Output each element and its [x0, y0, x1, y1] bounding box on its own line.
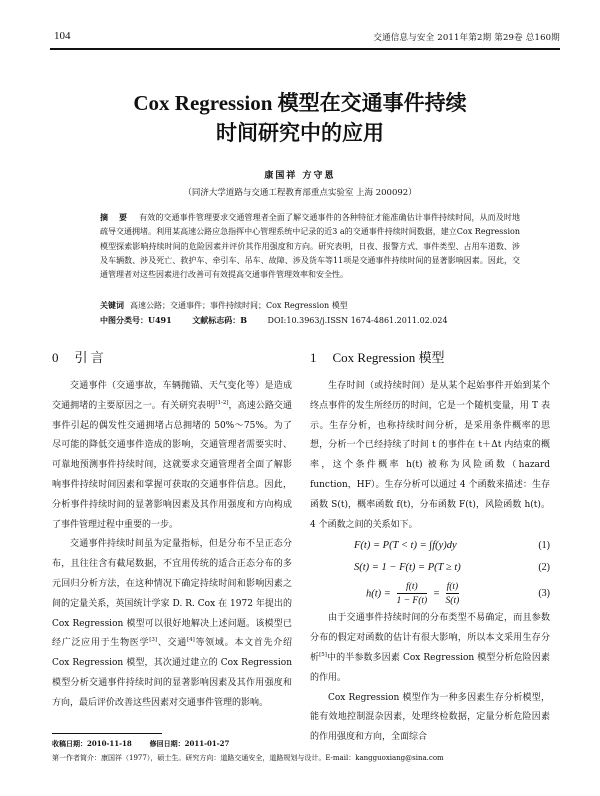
- title-line-1: Cox Regression 模型在交通事件持续: [133, 91, 467, 115]
- equation-number: (3): [538, 588, 550, 600]
- denominator: S(t): [446, 593, 460, 607]
- section-title: 引 言: [74, 350, 104, 365]
- equation-number: (1): [538, 540, 550, 552]
- text: 由于交通事件持续时间的分布类型不易确定，而且参数分布的假定对函数的估计有很大影响，所以本文采用生存分析: [310, 613, 550, 663]
- equation-lhs: F(t) = P(T < t) = ∫: [354, 540, 433, 552]
- running-head: [50, 28, 560, 48]
- citation: [4]: [186, 637, 195, 644]
- paper-title: [0, 88, 600, 148]
- classification: [100, 315, 540, 326]
- text: 中的半参数多因素 Cox Regression 模型分析危险因素的作用。: [310, 652, 550, 683]
- revised-date: 修回日期：2011-01-27: [149, 739, 230, 748]
- paragraph: [52, 535, 292, 713]
- equation-2: [310, 557, 550, 579]
- numerator: f(t): [406, 582, 418, 593]
- page-number: 104: [54, 30, 71, 42]
- abstract-label: 摘 要: [100, 212, 132, 222]
- authors: 康国祥 方守恩: [264, 171, 336, 181]
- paragraph: Cox Regression 模型作为一种多因素生存分析模型，能有效地控制混杂因素，处理终检数据，定量分析危险因素的作用强度和方向，全面综合: [310, 692, 550, 743]
- paragraph: [310, 609, 550, 688]
- section-number: 0: [52, 350, 59, 365]
- citation: [3]: [149, 637, 158, 644]
- journal-info: 交通信息与安全 2011年第2期 第29卷 总160期: [373, 33, 560, 43]
- received-date: 收稿日期：2010-11-18: [52, 739, 132, 748]
- left-column: [52, 345, 292, 714]
- footnote-rule: [52, 733, 162, 734]
- footnotes: [52, 737, 552, 765]
- equals: =: [432, 588, 443, 600]
- section-heading-cox-model: [310, 345, 550, 371]
- equation-rhs: f(y)dy: [432, 540, 457, 552]
- header-rule: [50, 48, 560, 50]
- keywords-text: 高速公路；交通事件；事件持续时间；Cox Regression 模型: [130, 301, 348, 310]
- citation: [1-2]: [215, 399, 229, 406]
- text: 、交通: [157, 638, 187, 649]
- section-heading-introduction: [52, 345, 292, 371]
- equation-1: [310, 535, 550, 557]
- text: 交通事件（交通事故，车辆抛锚、天气变化等）是造成交通拥堵的主要原因之一。有关研究表明: [52, 381, 292, 411]
- abstract: [100, 210, 520, 282]
- fraction: [446, 581, 460, 607]
- equation-3: [310, 579, 550, 609]
- document-code: 文献标志码：B: [192, 315, 247, 325]
- section-number: 1: [310, 350, 317, 365]
- numerator: f(t): [446, 582, 459, 593]
- text: 等领域。本文首先介绍 Cox Regression 模型，其次通过建立的 Cox Regression 模型分析交通事件持续时间的显著影响因素及其作用强度和方向，最后评价改善这些因素对交通事件管理的影响。: [52, 638, 292, 708]
- doi: DOI:10.3963/j.ISSN 1674-4861.2011.02.024: [267, 316, 448, 325]
- author-bio: 第一作者简介：康国祥（1977），硕士生。研究方向：道路交通安全，道路规划与设计。E-mail：kangguoxiang@sina.com: [52, 754, 444, 762]
- fraction: [397, 581, 428, 607]
- abstract-text: 有效的交通事件管理要求交通管理者全面了解交通事件的各种特征才能准确估计事件持续时间，从而及时地疏导交通拥堵。利用某高速公路应急指挥中心管理系统中记录的近3 a的交通事件持续时间数据，建立Cox Regression模型探索影响持续时间的危险因素并评价其作用强度和方向。研究表明，日夜、报警方式、事件类型、占用车道数、涉及车辆数、涉及死亡、救护车、牵引车、吊车、故障、涉及货车等11项是交通事件持续时间的显著影响因素。因此，交通管理者对这些因素进行改善可有效提高交通事件管理效率和安全性。: [100, 213, 520, 280]
- clc-number: 中图分类号：U491: [100, 315, 172, 325]
- text: 交通事件持续时间虽为定量指标，但是分布不呈正态分布，且往往含有截尾数据，不宜用传统的适合正态分布的多元回归分析方法，在这种情况下确定持续时间和影响因素之间的定量关系，英国统计学家 D. R. Cox 在 1972 年提出的 Cox Regression 模型可以很好地解决上述问题。该模型已经广泛应用于生物医学: [52, 539, 292, 649]
- text: ，高速公路交通事件引起的偶发性交通拥堵占总拥堵的 50%～75%。为了尽可能的降低交通事件造成的影响，交通管理者需要实时、可靠地预测事件持续时间，这就要求交通管理者全面了解影响事件持续时间因素和掌握可获取的交通事件信息。因此，分析事件持续时间的显著影响因素及其作用强度和方向构成了事件管理过程中重要的一步。: [52, 400, 292, 530]
- denominator: 1 − F(t): [397, 593, 428, 607]
- citation: [5]: [319, 651, 327, 658]
- keywords-label: 关键词: [100, 300, 124, 310]
- affiliation: （同济大学道路与交通工程教育部重点实验室 上海 200092）: [183, 188, 417, 198]
- section-title: Cox Regression 模型: [332, 350, 445, 365]
- keywords: [100, 300, 540, 311]
- right-column: [310, 345, 550, 748]
- title-line-2: 时间研究中的应用: [216, 121, 384, 145]
- equation-lhs: S(t) = 1 − F(t) = P(T ≥ t): [354, 562, 461, 574]
- equation-lhs: h(t) =: [366, 588, 394, 600]
- equation-number: (2): [538, 562, 550, 574]
- paragraph: 生存时间（或持续时间）是从某个起始事件开始到某个终点事件的发生所经历的时间，它是一个随机变量，用 T 表示。生存分析，也称持续时间分析，是采用条件概率的思想，分析一个已经持续了时间 t 的事件在 t＋Δt 内结束的概率，这个条件概率 h(t) 被称为风险函数（hazard function，HF）。生存分析可以通过 4 个函数来描述：生存函数 S(t)，概率函数 f(t)，分布函数 F(t)，风险函数 h(t)。4 个函数之间的关系如下。: [310, 381, 550, 530]
- dates-line: [52, 737, 552, 751]
- paragraph: [52, 377, 292, 535]
